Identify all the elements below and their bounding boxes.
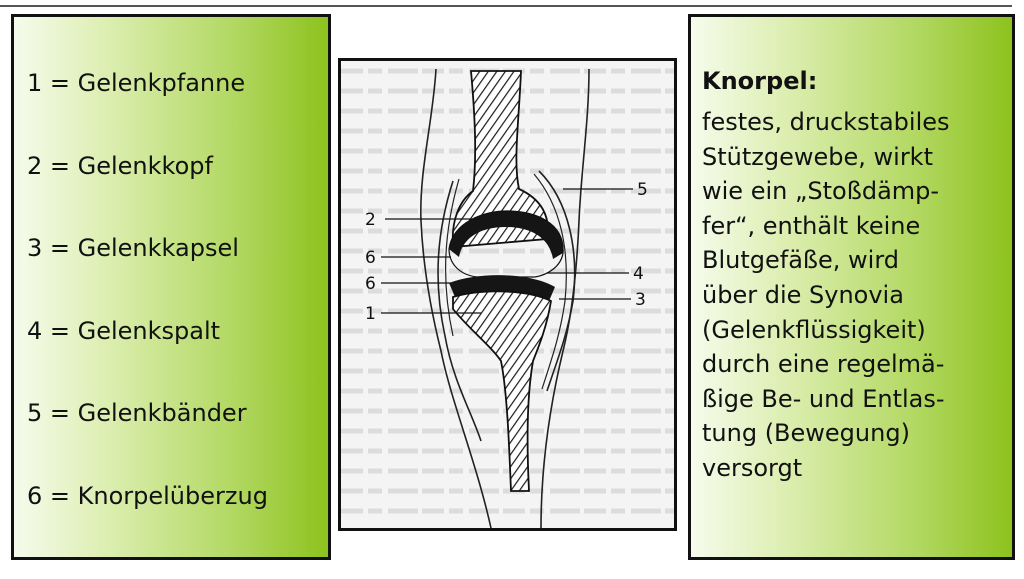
info-line: versorgt [702,453,803,482]
info-line: über die Synovia [702,280,904,309]
legend-panel [11,14,331,560]
legend-item-gelenkspalt: 4 = Gelenkspalt [27,317,221,345]
diagram-label-4: 4 [633,264,644,284]
diagram-label-3: 3 [635,290,646,310]
info-line: durch eine regelmä- [702,350,945,379]
joint-diagram [338,58,677,531]
info-panel [688,14,1015,560]
diagram-label-5: 5 [637,180,648,200]
info-line: fer“, enthält keine [702,211,921,240]
legend-item-gelenkkapsel: 3 = Gelenkkapsel [27,234,239,262]
info-line: tung (Bewegung) [702,419,910,448]
diagram-label-6-lower: 6 [365,274,376,294]
joint-illustration [341,61,674,528]
info-title: Knorpel: [702,67,818,95]
info-line: Stützgewebe, wirkt [702,142,933,171]
diagram-label-2: 2 [365,210,376,230]
info-line: Blutgefäße, wird [702,246,900,275]
legend-item-gelenkkopf: 2 = Gelenkkopf [27,152,213,180]
top-rule [0,5,1012,7]
info-line: (Gelenkflüssigkeit) [702,315,926,344]
info-line: festes, druckstabiles [702,108,950,136]
info-line: wie ein „Stoßdämp- [702,177,940,206]
info-line: ßige Be- und Entlas- [702,384,945,413]
info-body [702,105,950,486]
diagram-label-1: 1 [365,304,376,324]
diagram-label-6-upper: 6 [365,248,376,268]
legend-item-gelenkbaender: 5 = Gelenkbänder [27,399,247,427]
legend-item-knorpelueberzug: 6 = Knorpelüberzug [27,482,268,510]
legend-item-gelenkpfanne: 1 = Gelenkpfanne [27,69,246,97]
